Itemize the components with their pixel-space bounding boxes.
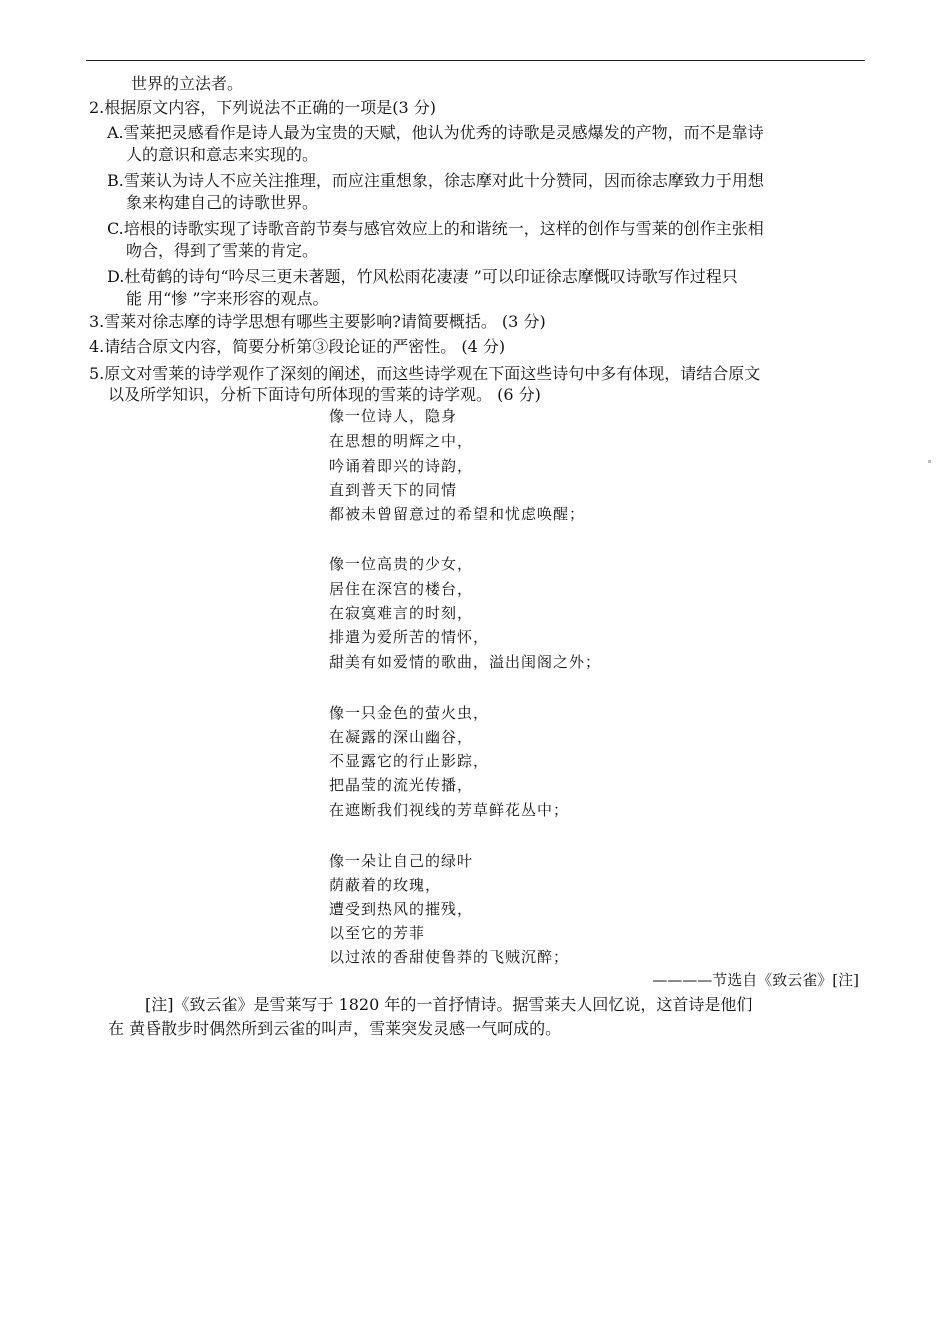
previous-paragraph-tail: 世界的立法者。 bbox=[131, 74, 244, 93]
option-a-line-2: 人的意识和意志来实现的。 bbox=[126, 145, 319, 164]
poem-source: ————节选自《致云雀》[注] bbox=[652, 971, 859, 989]
poem-line: 像一位高贵的少女， bbox=[329, 555, 474, 573]
poem-line: 荫蔽着的玫瑰， bbox=[329, 876, 442, 894]
note-line-2: 在 黄昏散步时偶然所到云雀的叫声，雪莱突发灵感一气呵成的。 bbox=[108, 1019, 562, 1038]
option-d-line-1: D.杜荀鹤的诗句“吟尽三更未著题，竹风松雨花凄凄 ”可以印证徐志摩慨叹诗歌写作过程只 bbox=[107, 267, 738, 286]
poem-line: 甜美有如爱情的歌曲，溢出闺阁之外； bbox=[329, 653, 602, 671]
question-5-line-1: 5.原文对雪莱的诗学观作了深刻的阐述，而这些诗学观在下面这些诗句中多有体现，请结合原文 bbox=[89, 364, 761, 383]
poem-line: 以过浓的香甜使鲁莽的飞贼沉醉； bbox=[329, 948, 570, 966]
poem-line: 像一只金色的萤火虫， bbox=[329, 704, 490, 722]
poem-line: 不显露它的行止影踪， bbox=[329, 752, 490, 770]
question-2-stem: 2.根据原文内容，下列说法不正确的一项是(3 分) bbox=[89, 98, 437, 117]
poem-line: 在思想的明辉之中， bbox=[329, 432, 474, 450]
question-4: 4.请结合原文内容，简要分析第③段论证的严密性。 (4 分) bbox=[89, 337, 506, 356]
poem-line: 排遣为爱所苦的情怀， bbox=[329, 628, 490, 646]
poem-line: 把晶莹的流光传播， bbox=[329, 776, 474, 794]
poem-line: 直到普天下的同情 bbox=[329, 481, 458, 499]
poem-line: 在寂寞难言的时刻， bbox=[329, 604, 474, 622]
poem-line: 遭受到热风的摧残， bbox=[329, 900, 474, 918]
poem-line: 以至它的芳菲 bbox=[329, 924, 426, 942]
poem-line: 像一位诗人，隐身 bbox=[329, 407, 458, 425]
option-b-line-2: 象来构建自己的诗歌世界。 bbox=[126, 193, 319, 212]
option-d-line-2: 能 用“惨 ”字来形容的观点。 bbox=[126, 289, 329, 308]
poem-line: 像一朵让自己的绿叶 bbox=[329, 852, 474, 870]
poem-line: 在凝露的深山幽谷， bbox=[329, 728, 474, 746]
poem-line: 都被未曾留意过的希望和忧虑唤醒； bbox=[329, 505, 586, 523]
option-b-line-1: B.雪莱认为诗人不应关注推理，而应注重想象，徐志摩对此十分赞同，因而徐志摩致力于用想 bbox=[107, 171, 764, 190]
poem-line: 吟诵着即兴的诗韵， bbox=[329, 457, 474, 475]
question-3: 3.雪莱对徐志摩的诗学思想有哪些主要影响?请简要概括。 (3 分) bbox=[89, 312, 546, 331]
scan-speck bbox=[928, 460, 931, 463]
option-c-line-1: C.培根的诗歌实现了诗歌音韵节奏与感官效应上的和谐统一，这样的创作与雪莱的创作主张相 bbox=[107, 219, 764, 238]
option-c-line-2: 吻合，得到了雪莱的肯定。 bbox=[126, 241, 319, 260]
note-line-1: [注]《致云雀》是雪莱写于 1820 年的一首抒情诗。据雪莱夫人回忆说，这首诗是他们 bbox=[145, 995, 753, 1014]
question-5-line-2: 以及所学知识，分析下面诗句所体现的雪莱的诗学观。 (6 分) bbox=[108, 385, 541, 404]
header-rule bbox=[86, 60, 865, 61]
poem-line: 居住在深宫的楼台， bbox=[329, 580, 474, 598]
poem-line: 在遮断我们视线的芳草鲜花丛中； bbox=[329, 801, 570, 819]
option-a-line-1: A.雪莱把灵感看作是诗人最为宝贵的天赋，他认为优秀的诗歌是灵感爆发的产物，而不是靠诗 bbox=[107, 123, 764, 142]
